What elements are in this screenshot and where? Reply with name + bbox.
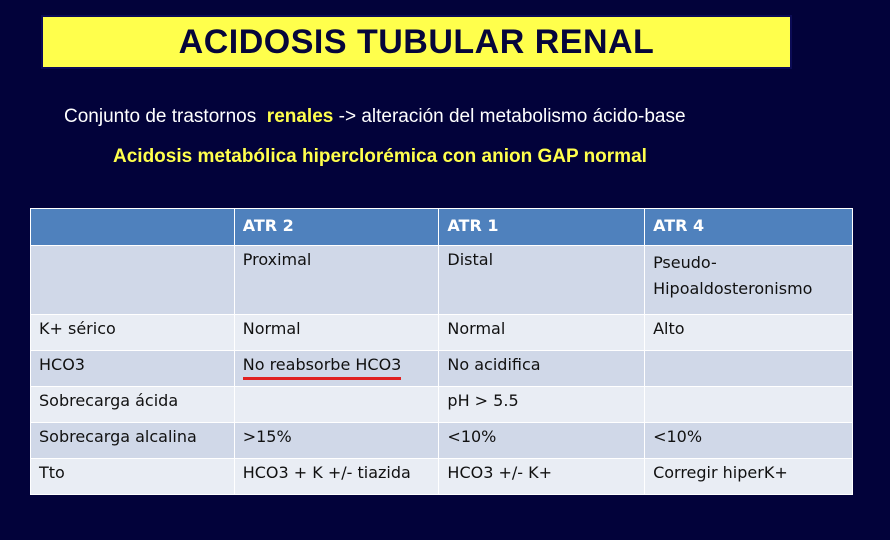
table-cell: <10% [439, 423, 645, 459]
table-cell: Pseudo- Hipoaldosteronismo [645, 246, 853, 315]
table-cell: Normal [439, 315, 645, 351]
header-cell-empty [31, 209, 235, 246]
row-label: Tto [31, 459, 235, 495]
table-row [31, 459, 853, 495]
table-row [31, 423, 853, 459]
table-cell: Distal [439, 246, 645, 315]
intro-after: -> alteración del metabolismo ácido-base [333, 106, 686, 127]
subtitle: Acidosis metabólica hiperclorémica con anion GAP normal [113, 146, 647, 167]
table-cell [645, 387, 853, 423]
header-cell-atr1: ATR 1 [439, 209, 645, 246]
row-label: Sobrecarga ácida [31, 387, 235, 423]
header-row [31, 209, 853, 246]
table-cell: pH > 5.5 [439, 387, 645, 423]
table-row [31, 315, 853, 351]
table-cell: <10% [645, 423, 853, 459]
table-row [31, 246, 853, 315]
table-cell [234, 351, 439, 387]
intro-before: Conjunto de trastornos [64, 106, 267, 127]
row-label: K+ sérico [31, 315, 235, 351]
table-cell: Proximal [234, 246, 439, 315]
atr-table [30, 208, 853, 495]
underlined-text: No reabsorbe HCO3 [243, 355, 402, 380]
table-row [31, 387, 853, 423]
table-cell: HCO3 + K +/- tiazida [234, 459, 439, 495]
table-cell: >15% [234, 423, 439, 459]
header-cell-atr4: ATR 4 [645, 209, 853, 246]
table-cell: Normal [234, 315, 439, 351]
title-box [41, 15, 792, 69]
slide-title: ACIDOSIS TUBULAR RENAL [178, 22, 655, 61]
table-row [31, 351, 853, 387]
intro-line [64, 106, 686, 128]
intro-highlight: renales [266, 106, 334, 127]
table-cell: HCO3 +/- K+ [439, 459, 645, 495]
header-cell-atr2: ATR 2 [234, 209, 439, 246]
table-cell: Alto [645, 315, 853, 351]
table-cell [645, 351, 853, 387]
row-label: HCO3 [31, 351, 235, 387]
row-label [31, 246, 235, 315]
table-cell [234, 387, 439, 423]
table-cell: Corregir hiperK+ [645, 459, 853, 495]
table-cell: No acidifica [439, 351, 645, 387]
row-label: Sobrecarga alcalina [31, 423, 235, 459]
